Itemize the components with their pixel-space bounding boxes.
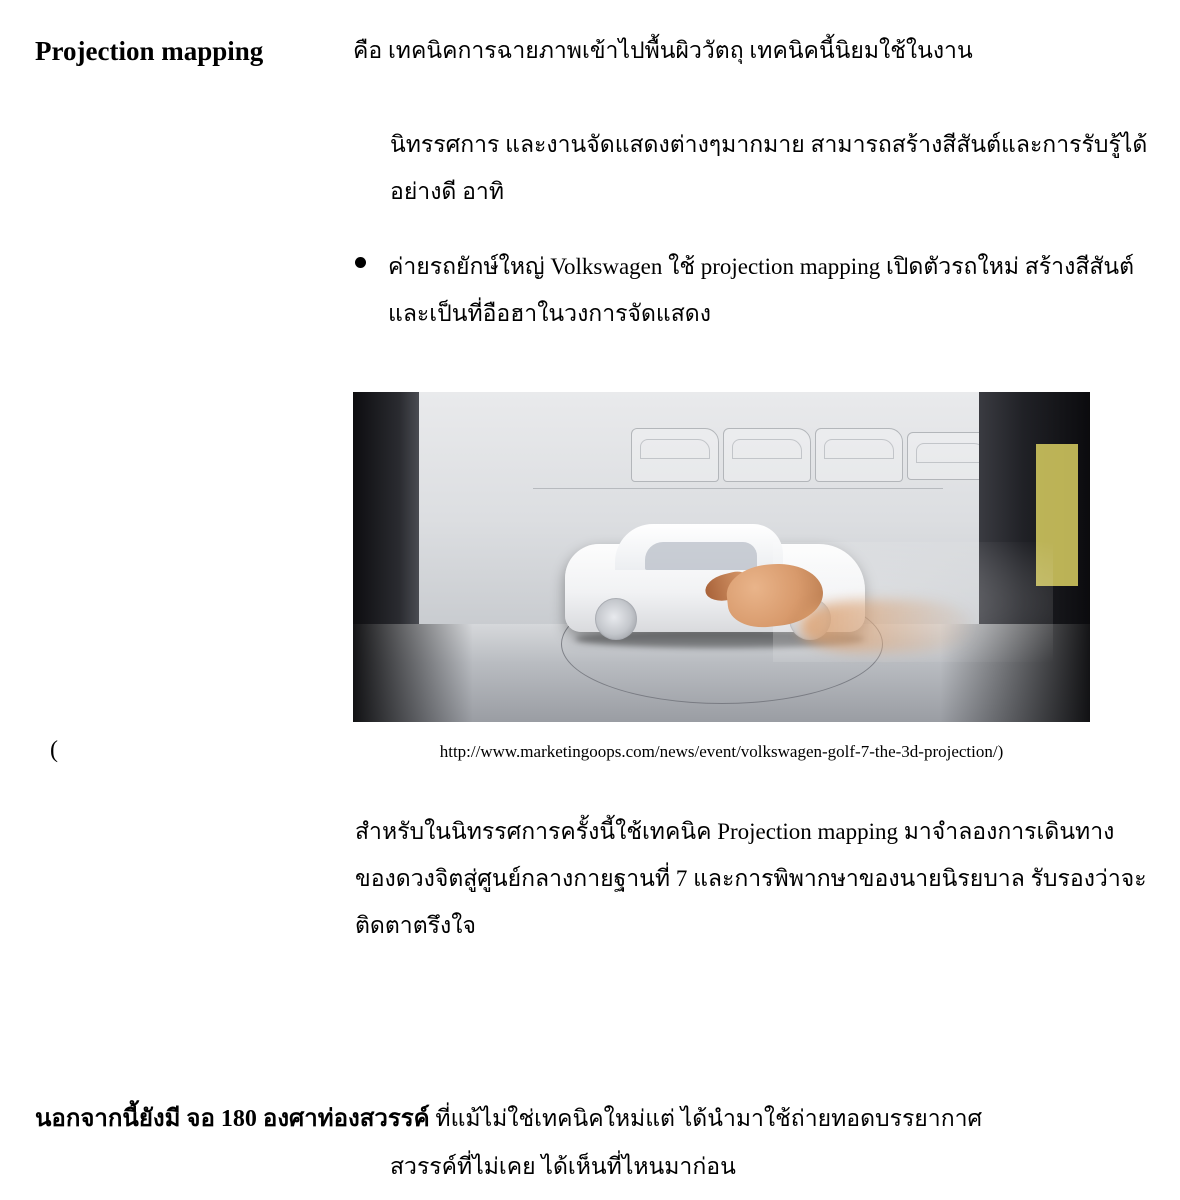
sketch-car-3 bbox=[815, 428, 903, 482]
body-paragraph: สำหรับในนิทรรศการครั้งนี้ใช้เทคนิค Projection mapping มาจำลองการเดินทางของดวงจิตสู่ศูนย์กลางกายฐานที่ 7 และการพิพากษาของนายนิรยบาล รับรองว่าจะติดตาตรึงใจ bbox=[355, 819, 1147, 938]
photo-hand-motion-blur bbox=[801, 600, 971, 652]
final-rest-text: ที่แม้ไม่ใช่เทคนิคใหม่แต่ ได้นำมาใช้ถ่ายทอดบรรยากาศ bbox=[429, 1106, 983, 1131]
intro-rest-text: นิทรรศการ และงานจัดแสดงต่างๆมากมาย สามารถสร้างสีสันต์และการรับรู้ได้อย่างดี อาทิ bbox=[390, 132, 1148, 204]
figure-projection-mapping-photo bbox=[353, 392, 1090, 722]
final-bold-text: นอกจากนี้ยังมี จอ 180 องศาท่องสวรรค์ bbox=[35, 1106, 430, 1132]
photo-car-wheel-front bbox=[595, 598, 637, 640]
page-title: Projection mapping bbox=[35, 36, 264, 66]
list-item bbox=[355, 243, 1145, 337]
intro-first-line: คือ เทคนิคการฉายภาพเข้าไปพื้นผิววัตถุ เทคนิคนี้นิยมใช้ในงาน bbox=[353, 38, 973, 63]
photo-floor-shadow-left bbox=[353, 624, 473, 722]
final-line-2: สวรรค์ที่ไม่เคย ได้เห็นที่ไหนมาก่อน bbox=[390, 1154, 736, 1179]
bullet-text: ค่ายรถยักษ์ใหญ่ Volkswagen ใช้ projection mapping เปิดตัวรถใหม่ สร้างสีสันต์ และเป็นที่อือฮาในวงการจัดแสดง bbox=[388, 254, 1135, 326]
figure-caption-url: http://www.marketingoops.com/news/event/volkswagen-golf-7-the-3d-projection/) bbox=[439, 742, 1004, 761]
sketch-car-1 bbox=[631, 428, 719, 482]
intro-block bbox=[35, 28, 1148, 204]
caption-open-paren: ( bbox=[50, 737, 58, 763]
bullet-dot-icon bbox=[355, 257, 366, 268]
sketch-car-2 bbox=[723, 428, 811, 482]
final-line-1 bbox=[35, 1095, 1150, 1143]
photo-car-window bbox=[645, 542, 757, 570]
sketch-baseline bbox=[533, 488, 943, 489]
